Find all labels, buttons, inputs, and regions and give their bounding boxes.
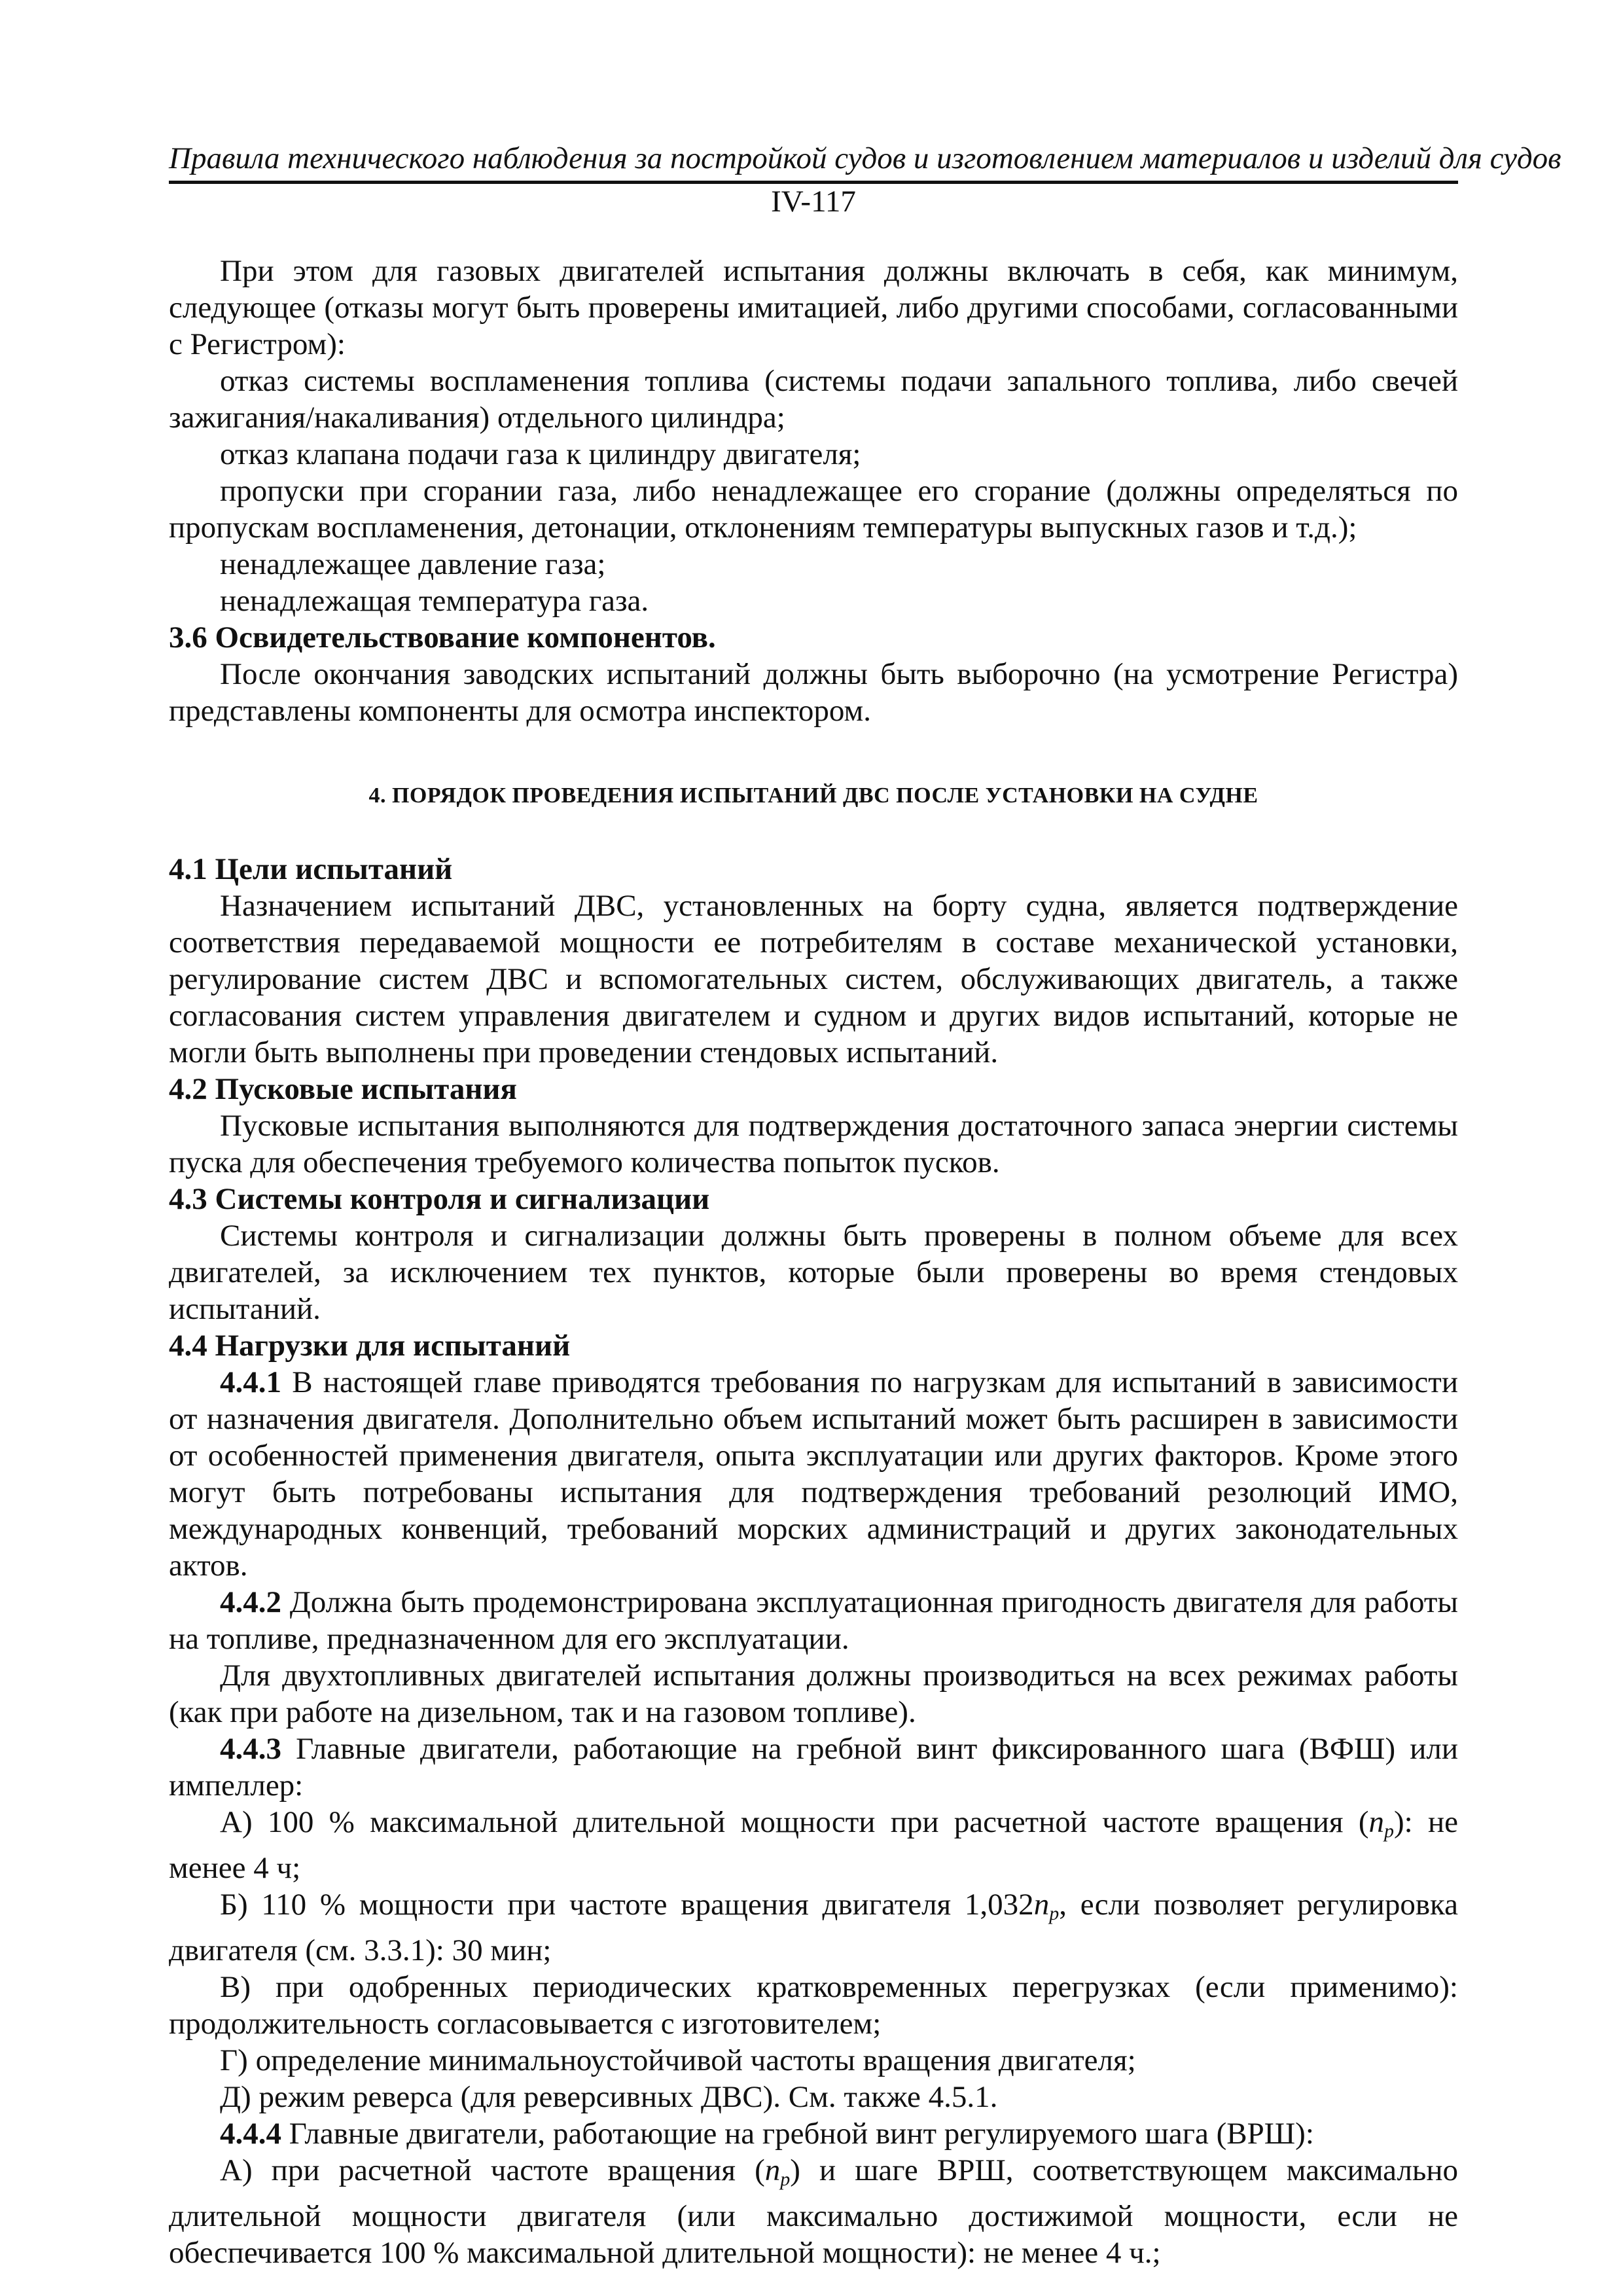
clause-number: 4.4.4	[220, 2117, 281, 2151]
paragraph-4-4-1	[169, 1364, 1458, 1584]
paragraph-4-4-2	[169, 1584, 1458, 1657]
paragraph: ненадлежащее давление газа;	[220, 547, 606, 581]
var-p-subscript: p	[780, 2168, 791, 2190]
item-text: ) и шаге ВРШ, соответствующем максимально длительной мощности двигателя (или максимально достижимой мощности, если не обеспечивается 100 % максимальной длительной мощности): не менее 4 ч.;	[169, 2153, 1458, 2270]
clause-number: 4.4.3	[220, 1732, 281, 1766]
chapter-heading-4: 4. ПОРЯДОК ПРОВЕДЕНИЯ ИСПЫТАНИЙ ДВС ПОСЛЕ УСТАНОВКИ НА СУДНЕ	[368, 783, 1258, 808]
var-n: n	[1368, 1805, 1384, 1839]
document-body	[169, 253, 1458, 2271]
list-item-a	[169, 2152, 1458, 2271]
list-item-v: В) при одобренных периодических кратковременных перегрузках (если применимо): продолжительность согласовывается с изготовителем;	[169, 1970, 1458, 2041]
paragraph: Пусковые испытания выполняются для подтверждения достаточного запаса энергии системы пуска для обеспечения требуемого количества попыток пусков.	[169, 1109, 1458, 1179]
section-heading-4-1: 4.1 Цели испытаний	[169, 852, 453, 886]
paragraph: пропуски при сгорании газа, либо ненадлежащее его сгорание (должны определяться по пропускам воспламенения, детонации, отклонениям температуры выпускных газов и т.д.);	[169, 474, 1458, 545]
clause-text: Главные двигатели, работающие на гребной винт фиксированного шага (ВФШ) или импеллер:	[169, 1732, 1458, 1803]
paragraph: Для двухтопливных двигателей испытания должны производиться на всех режимах работы (как при работе на дизельном, так и на газовом топливе).	[169, 1659, 1458, 1729]
item-text: ): не менее 4 ч;	[169, 1805, 1458, 1885]
section-heading-4-3: 4.3 Системы контроля и сигнализации	[169, 1182, 710, 1216]
clause-text: Должна быть продемонстрирована эксплуатационная пригодность двигателя для работы на топливе, предназначенном для его эксплуатации.	[169, 1585, 1458, 1656]
list-item-g: Г) определение минимальноустойчивой частоты вращения двигателя;	[220, 2043, 1136, 2077]
list-item-b	[169, 1886, 1458, 1969]
clause-text: В настоящей главе приводятся требования по нагрузкам для испытаний в зависимости от назначения двигателя. Дополнительно объем испытаний может быть расширен в зависимости от особенностей применения двигателя, опыта эксплуатации или других факторов. Кроме этого могут быть потребованы испытания для подтверждения требований резолюций ИМО, международных конвенций, требований морских администраций и других законодательных актов.	[169, 1365, 1458, 1583]
paragraph: При этом для газовых двигателей испытания должны включать в себя, как минимум, следующее (отказы могут быть проверены имитацией, либо другими способами, согласованными с Регистром):	[169, 254, 1458, 361]
paragraph: После окончания заводских испытаний должны быть выборочно (на усмотрение Регистра) представлены компоненты для осмотра инспектором.	[169, 657, 1458, 728]
section-heading-3-6: 3.6 Освидетельствование компонентов.	[169, 620, 716, 655]
item-text: Б) 110 % мощности при частоте вращения двигателя 1,032	[220, 1888, 1034, 1922]
running-header: Правила технического наблюдения за постройкой судов и изготовлением материалов и изделий для судов	[169, 139, 1458, 184]
var-n: n	[1033, 1888, 1050, 1922]
section-heading-4-4: 4.4 Нагрузки для испытаний	[169, 1329, 571, 1363]
var-n: n	[764, 2153, 781, 2187]
item-text: А) при расчетной частоте вращения (	[220, 2153, 765, 2187]
clause-number: 4.4.1	[220, 1365, 281, 1399]
var-p-subscript: p	[1383, 1820, 1394, 1842]
paragraph-4-4-3	[169, 1731, 1458, 1804]
paragraph-4-4-4	[169, 2115, 1458, 2152]
list-item-d: Д) режим реверса (для реверсивных ДВС). См. также 4.5.1.	[220, 2080, 998, 2114]
var-p-subscript: p	[1049, 1903, 1060, 1924]
clause-text: Главные двигатели, работающие на гребной винт регулируемого шага (ВРШ):	[281, 2117, 1314, 2151]
paragraph: отказ системы воспламенения топлива (системы подачи запального топлива, либо свечей зажигания/накаливания) отдельного цилиндра;	[169, 364, 1458, 435]
clause-number: 4.4.2	[220, 1585, 281, 1619]
paragraph: ненадлежащая температура газа.	[220, 584, 649, 618]
list-item-a	[169, 1804, 1458, 1886]
page-number: IV-117	[771, 185, 856, 219]
paragraph: Назначением испытаний ДВС, установленных на борту судна, является подтверждение соответствия передаваемой мощности ее потребителям в составе механической установки, регулирование систем ДВС и вспомогательных систем, обслуживающих двигатель, а также согласования систем управления двигателем и судном и других видов испытаний, которые не могли быть выполнены при проведении стендовых испытаний.	[169, 889, 1458, 1069]
paragraph: отказ клапана подачи газа к цилиндру двигателя;	[220, 437, 861, 471]
item-text: , если позволяет регулировка двигателя (см. 3.3.1): 30 мин;	[169, 1888, 1458, 1967]
item-text: А) 100 % максимальной длительной мощности при расчетной частоте вращения (	[220, 1805, 1369, 1839]
paragraph: Системы контроля и сигнализации должны быть проверены в полном объеме для всех двигателей, за исключением тех пунктов, которые были проверены во время стендовых испытаний.	[169, 1219, 1458, 1326]
section-heading-4-2: 4.2 Пусковые испытания	[169, 1072, 517, 1106]
